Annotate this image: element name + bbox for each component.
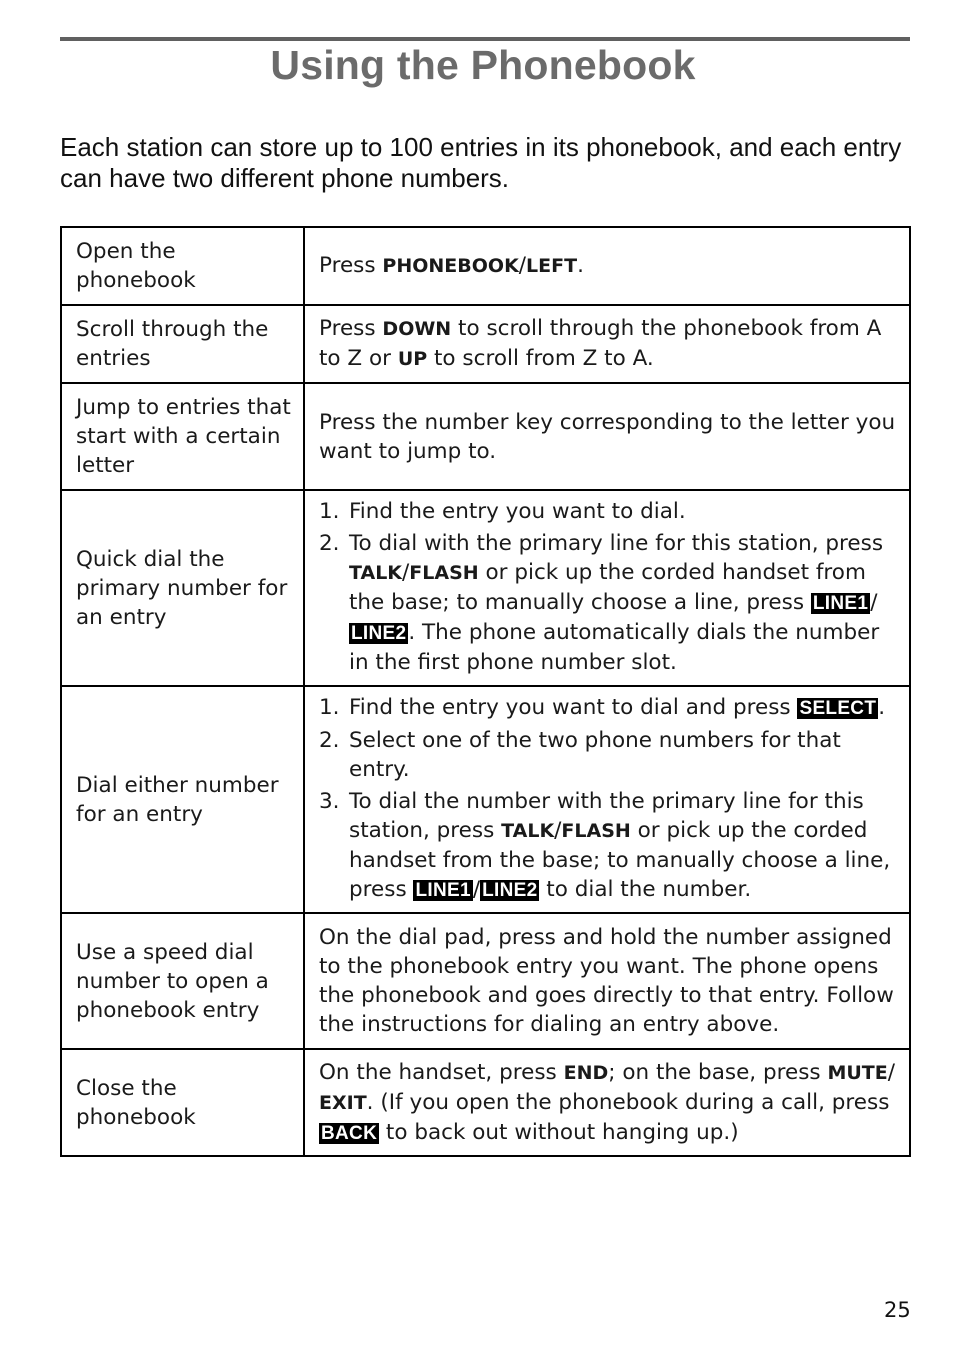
key-label: FLASH <box>561 819 631 842</box>
list-item <box>319 787 903 905</box>
instruction-text: . (If you open the phonebook during a call, press <box>366 1089 890 1115</box>
instruction-text: / <box>887 1059 895 1085</box>
action-cell: Jump to entries that start with a certain letter <box>61 383 304 490</box>
instruction-text: Select one of the two phone numbers for that entry. <box>349 727 841 782</box>
instruction-text: to scroll from Z to A. <box>427 346 654 371</box>
action-cell: Quick dial the primary number for an entry <box>61 490 304 686</box>
instruction-text: Press <box>319 253 383 278</box>
key-label: TALK <box>349 562 403 584</box>
instruction-text: Press the number key corresponding to the letter you want to jump to. <box>319 409 896 464</box>
instruction-text: or pick up the corded handset from the base; to manually choose a line, press <box>349 817 891 902</box>
steps-list <box>319 497 903 677</box>
key-label: EXIT <box>319 1091 367 1114</box>
instruction-text: to dial the number. <box>539 876 752 902</box>
softkey-label: LINE2 <box>351 623 407 644</box>
instruction-cell <box>304 490 910 686</box>
instruction-text: or pick up the corded handset from the base; to manually choose a line, press <box>349 560 866 615</box>
softkey-label: LINE1 <box>415 879 471 901</box>
key-label: MUTE <box>827 1061 888 1084</box>
instruction-cell <box>304 1049 910 1156</box>
action-cell: Close the phonebook <box>61 1049 304 1156</box>
instruction-text: . <box>878 694 886 720</box>
instruction-text: to back out without hanging up.) <box>379 1119 739 1145</box>
instruction-text: On the dial pad, press and hold the number assigned to the phonebook entry you want. The phone opens the phonebook and goes directly to that entry. Follow the instructions for dialing an entry above. <box>319 925 894 1037</box>
table-row <box>61 913 910 1049</box>
instruction-text: to scroll through the phonebook from A to Z or <box>319 316 882 371</box>
intro-paragraph: Each station can store up to 100 entries in its phonebook, and each entry can have two different phone numbers. <box>60 132 902 193</box>
instruction-text: / <box>870 590 878 615</box>
instruction-text: ; on the base, press <box>608 1059 828 1085</box>
page-title: Using the Phonebook <box>270 42 696 88</box>
list-item <box>319 529 903 677</box>
softkey-label: SELECT <box>799 697 877 719</box>
instruction-text: Press <box>319 316 383 341</box>
table-row <box>61 383 910 490</box>
table-row <box>61 227 910 305</box>
instruction-text: On the handset, press <box>319 1059 564 1085</box>
table-row <box>61 305 910 383</box>
table-row <box>61 490 910 686</box>
action-cell: Use a speed dial number to open a phonebook entry <box>61 913 304 1049</box>
key-label: FLASH <box>409 562 479 584</box>
step-number: 2. <box>319 727 340 753</box>
instruction-text: . The phone automatically dials the number in the first phone number slot. <box>349 620 880 675</box>
phonebook-instructions-table <box>60 226 911 1157</box>
instruction-cell <box>304 305 910 383</box>
step-number: 2. <box>319 531 340 556</box>
key-label: LEFT <box>526 255 578 277</box>
list-item <box>319 497 903 526</box>
action-cell: Dial either number for an entry <box>61 686 304 913</box>
top-rule <box>60 37 910 41</box>
step-number: 1. <box>319 499 340 524</box>
step-number: 1. <box>319 694 340 720</box>
key-label: DOWN <box>382 318 452 340</box>
instruction-text: Find the entry you want to dial and press <box>349 694 798 720</box>
instruction-cell <box>304 227 910 305</box>
key-label: END <box>563 1061 609 1084</box>
page-number: 25 <box>884 1298 911 1322</box>
key-label: PHONEBOOK <box>382 255 519 277</box>
list-item <box>319 693 903 723</box>
instruction-text: Find the entry you want to dial. <box>349 499 686 524</box>
instruction-text: To dial the number with the primary line for this station, press <box>349 788 864 843</box>
list-item <box>319 726 903 784</box>
softkey-label: LINE1 <box>812 593 869 614</box>
key-label: TALK <box>501 819 555 842</box>
action-cell: Open the phonebook <box>61 227 304 305</box>
key-label: UP <box>397 348 428 370</box>
instruction-text: / <box>518 253 527 278</box>
table-row <box>61 686 910 913</box>
softkey-label: BACK <box>321 1122 378 1144</box>
softkey-label: LINE2 <box>482 879 538 901</box>
instruction-cell <box>304 913 910 1049</box>
step-number: 3. <box>319 788 340 814</box>
instruction-text: / <box>402 560 410 585</box>
instruction-text: / <box>554 817 562 843</box>
action-cell: Scroll through the entries <box>61 305 304 383</box>
instruction-cell <box>304 686 910 913</box>
steps-list <box>319 693 903 905</box>
instruction-text: . <box>577 253 584 278</box>
instruction-text: / <box>472 876 481 902</box>
instruction-cell <box>304 383 910 490</box>
table-row <box>61 1049 910 1156</box>
instruction-text: To dial with the primary line for this station, press <box>349 531 884 556</box>
